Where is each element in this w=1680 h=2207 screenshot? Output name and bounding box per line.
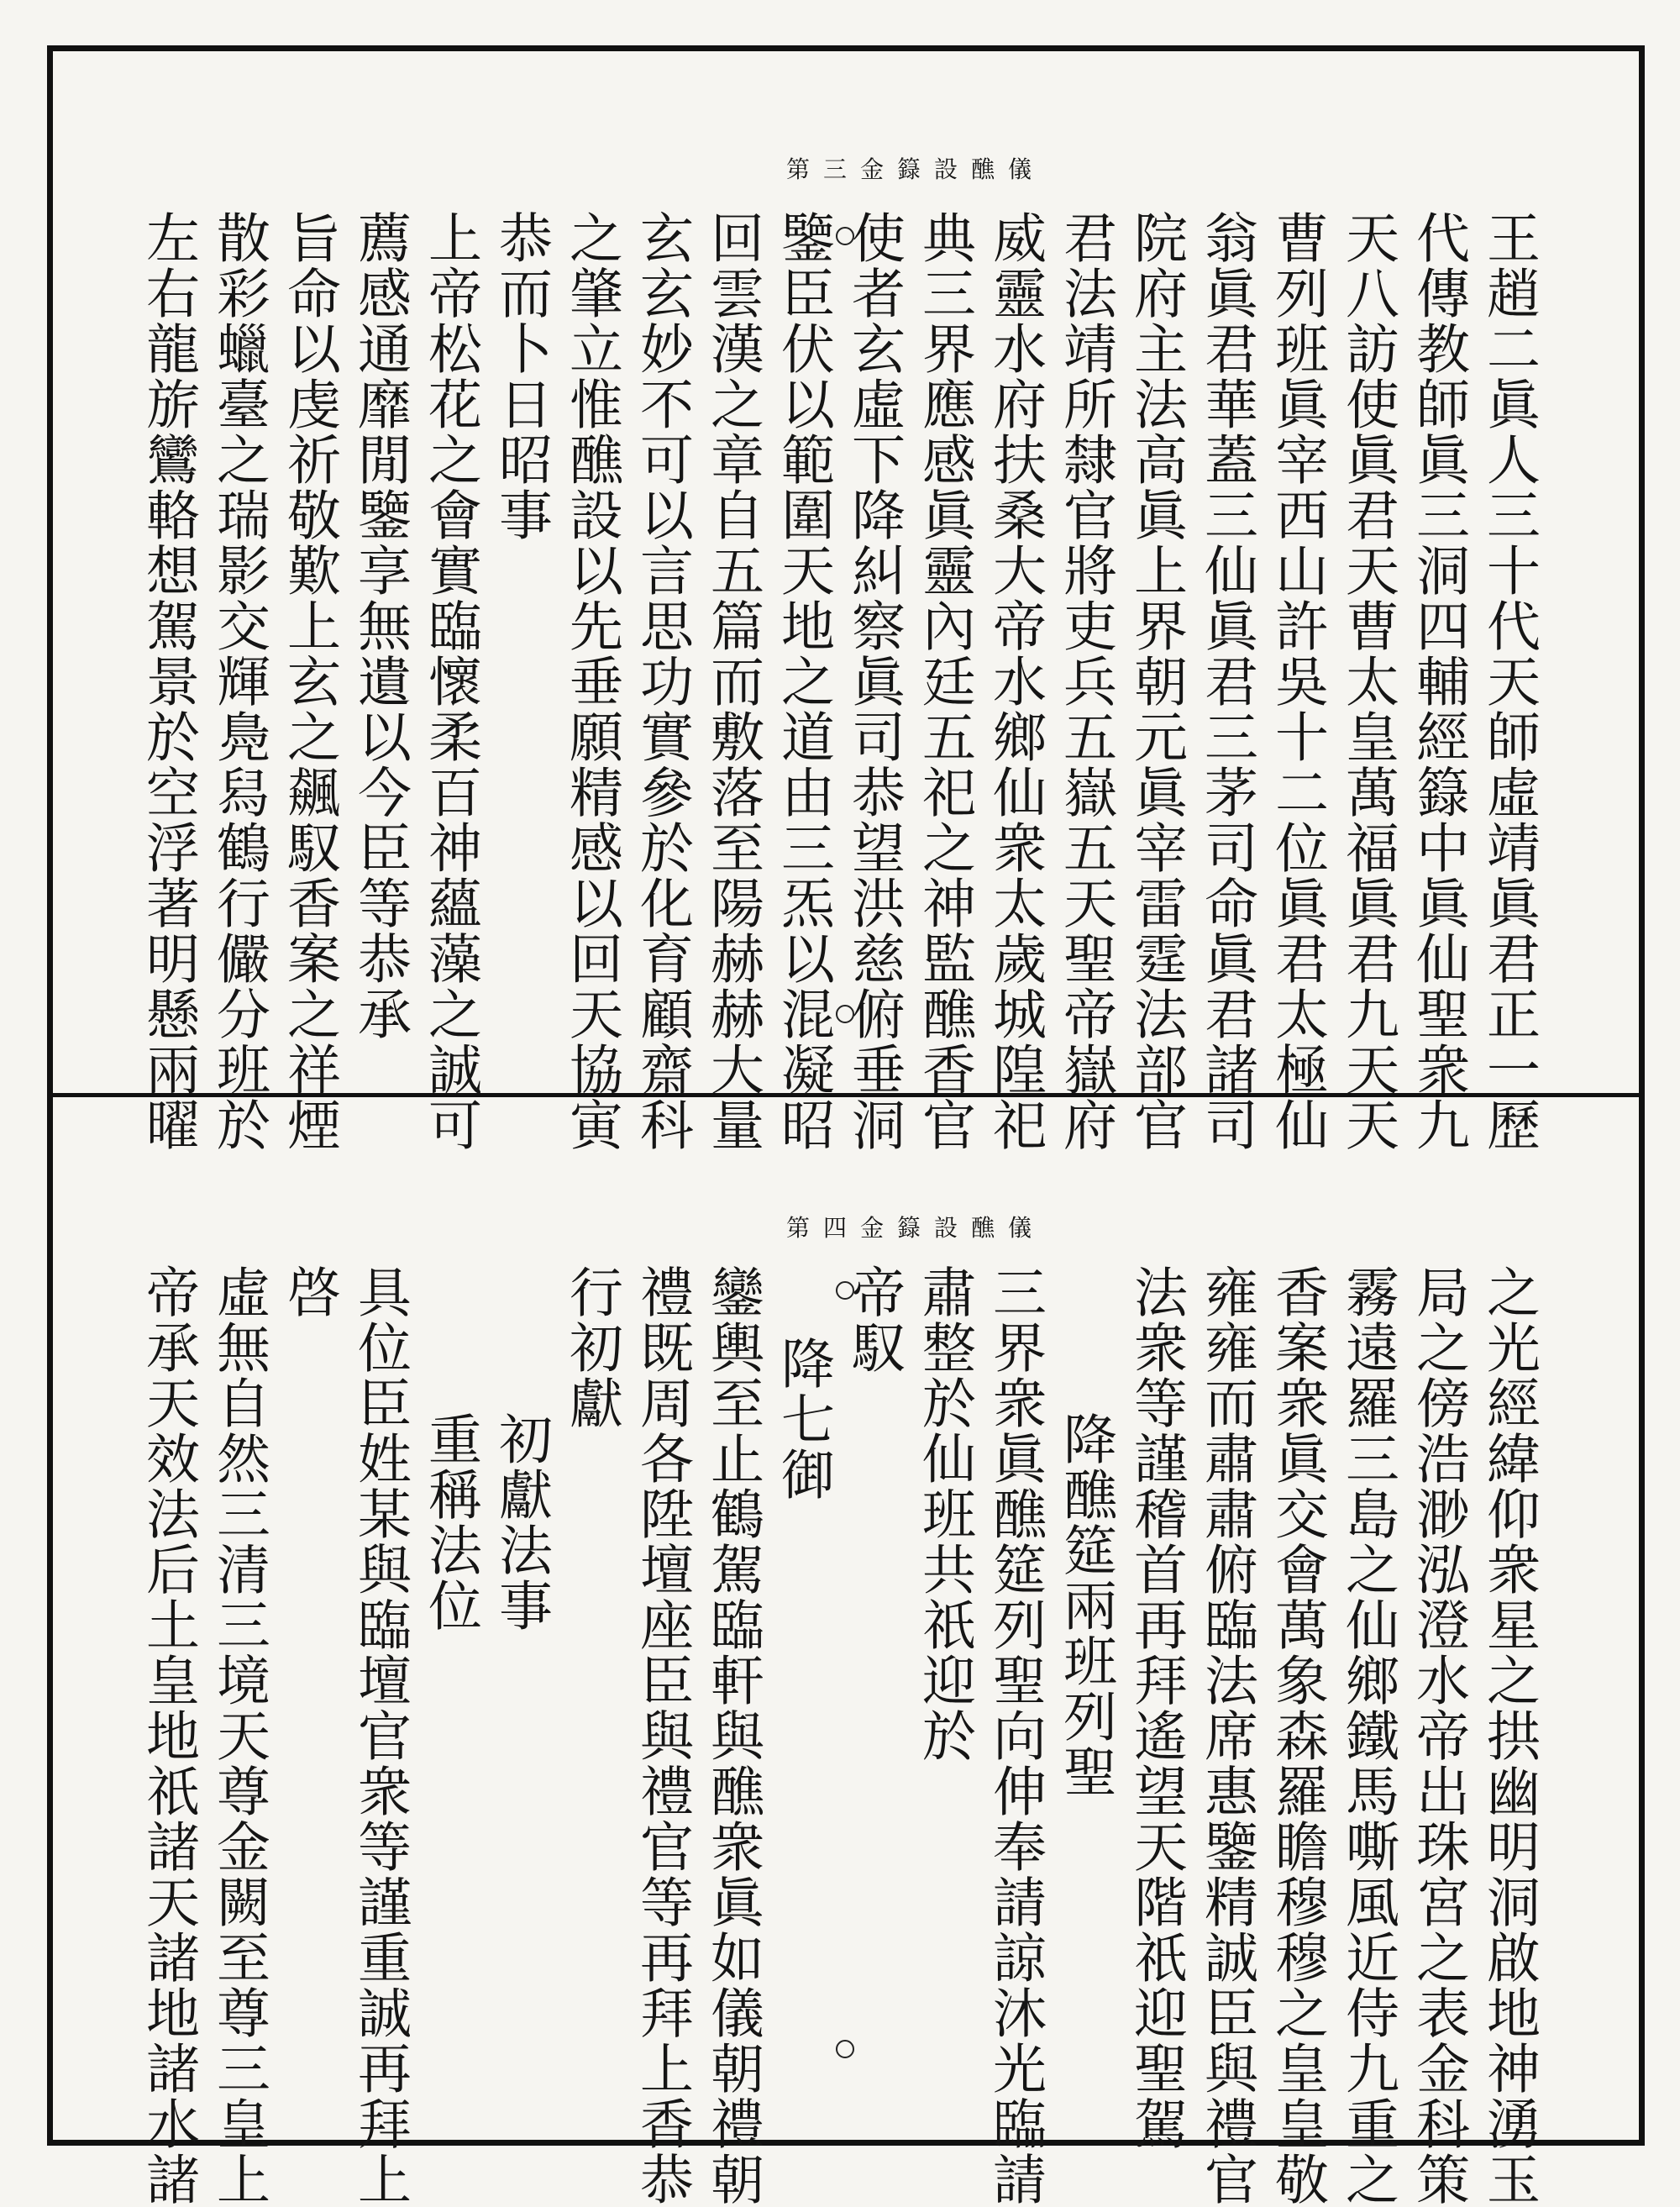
text-column: 初獻法事 (490, 1411, 552, 1633)
text-column: 代傳教師眞三洞四輔經籙中眞仙聖衆九 (1407, 210, 1469, 1153)
text-column: 肅整於仙班共祇迎於 (913, 1264, 975, 1763)
text-column: 散彩蠟臺之瑞影交輝鳧舄鶴行儼分班於 (207, 210, 270, 1153)
punctuation-circle-icon (836, 227, 854, 245)
text-column: 帝承天效法后土皇地祇諸天諸地諸水諸 (137, 1264, 199, 2207)
punctuation-circle-icon (836, 1005, 854, 1023)
text-column: 使者玄虛下降糾察眞司恭望洪慈俯垂洞 (843, 210, 905, 1153)
text-column: 左右龍旂鸞輅想駕景於空浮著明懸兩曜 (137, 210, 199, 1153)
text-column: 降七御 (772, 1336, 834, 1502)
punctuation-circle-icon (836, 2040, 854, 2058)
bottom-running-header (756, 1210, 1045, 1243)
text-column: 院府主法高眞上界朝元眞宰雷霆法部官 (1125, 210, 1187, 1153)
text-column: 霧遠羅三島之仙鄉鐵馬嘶風近侍九重之 (1336, 1264, 1399, 2207)
text-column: 玄玄妙不可以言思功實參於化育顧齋科 (631, 210, 693, 1153)
text-column: 旨命以虔祈敬歎上玄之飆馭香案之祥煙 (278, 210, 340, 1153)
top-header-title: 金籙設醮儀 (860, 155, 1046, 183)
text-column: 行初獻 (560, 1264, 622, 1431)
text-column: 重稱法位 (419, 1411, 481, 1633)
text-column: 具位臣姓某與臨壇官衆等謹重誠再拜上 (349, 1264, 411, 2207)
text-column: 降醮筵兩班列聖 (1054, 1411, 1116, 1800)
bottom-header-page: 第四 (786, 1214, 861, 1242)
punctuation-circle-icon (836, 1281, 854, 1300)
text-column: 之肇立惟醮設以先垂願精感以回天協寅 (560, 210, 622, 1153)
text-column: 回雲漢之章自五篇而敷落至陽赫赫大量 (701, 210, 764, 1153)
top-running-header (756, 151, 1045, 185)
text-column: 虛無自然三清三境天尊金闕至尊三皇上 (207, 1264, 270, 2207)
text-column: 薦感通靡閒鑒享無遺以今臣等恭承 (349, 210, 411, 1042)
text-column: 天八訪使眞君天曹太皇萬福眞君九天天 (1336, 210, 1399, 1153)
text-column: 雍雍而肅肅俯臨法席惠鑒精誠臣與禮官 (1195, 1264, 1257, 2207)
text-column: 恭而卜日昭事 (490, 210, 552, 543)
text-column: 鑒臣伏以範圍天地之道由三炁以混凝昭 (772, 210, 834, 1153)
text-column: 香案衆眞交會萬象森羅瞻穆穆之皇皇敬 (1266, 1264, 1328, 2207)
text-column: 曹列班眞宰西山許吳十二位眞君太極仙 (1266, 210, 1328, 1153)
text-column: 君法靖所隸官將吏兵五嶽五天聖帝嶽府 (1054, 210, 1116, 1153)
text-column: 典三界應感眞靈內廷五祀之神監醮香官 (913, 210, 975, 1153)
text-column: 啓 (278, 1264, 340, 1320)
text-column: 之光經緯仰衆星之拱幽明洞啟地神湧玉 (1478, 1264, 1540, 2207)
text-column: 威靈水府扶桑大帝水鄉仙衆太歲城隍祀 (984, 210, 1046, 1153)
text-column: 王趙二眞人三十代天師虛靖眞君正一歷 (1478, 210, 1540, 1153)
top-header-page: 第三 (786, 155, 861, 183)
text-column: 三界衆眞醮筵列聖向伸奉請諒沐光臨請 (984, 1264, 1046, 2207)
text-column: 局之傍浩渺泓澄水帝出珠宮之表金科策 (1407, 1264, 1469, 2207)
text-column: 禮既周各陞壇座臣與禮官等再拜上香恭 (631, 1264, 693, 2207)
text-column: 鑾輿至止鶴駕臨軒與醮衆眞如儀朝禮朝 (701, 1264, 764, 2207)
text-column: 上帝松花之會實臨懷柔百神蘊藻之誠可 (419, 210, 481, 1153)
bottom-header-title: 金籙設醮儀 (860, 1214, 1046, 1242)
text-column: 翁眞君華蓋三仙眞君三茅司命眞君諸司 (1195, 210, 1257, 1153)
text-column: 法衆等謹稽首再拜遙望天階祇迎聖駕 (1125, 1264, 1187, 2152)
text-column: 帝馭 (843, 1264, 905, 1375)
